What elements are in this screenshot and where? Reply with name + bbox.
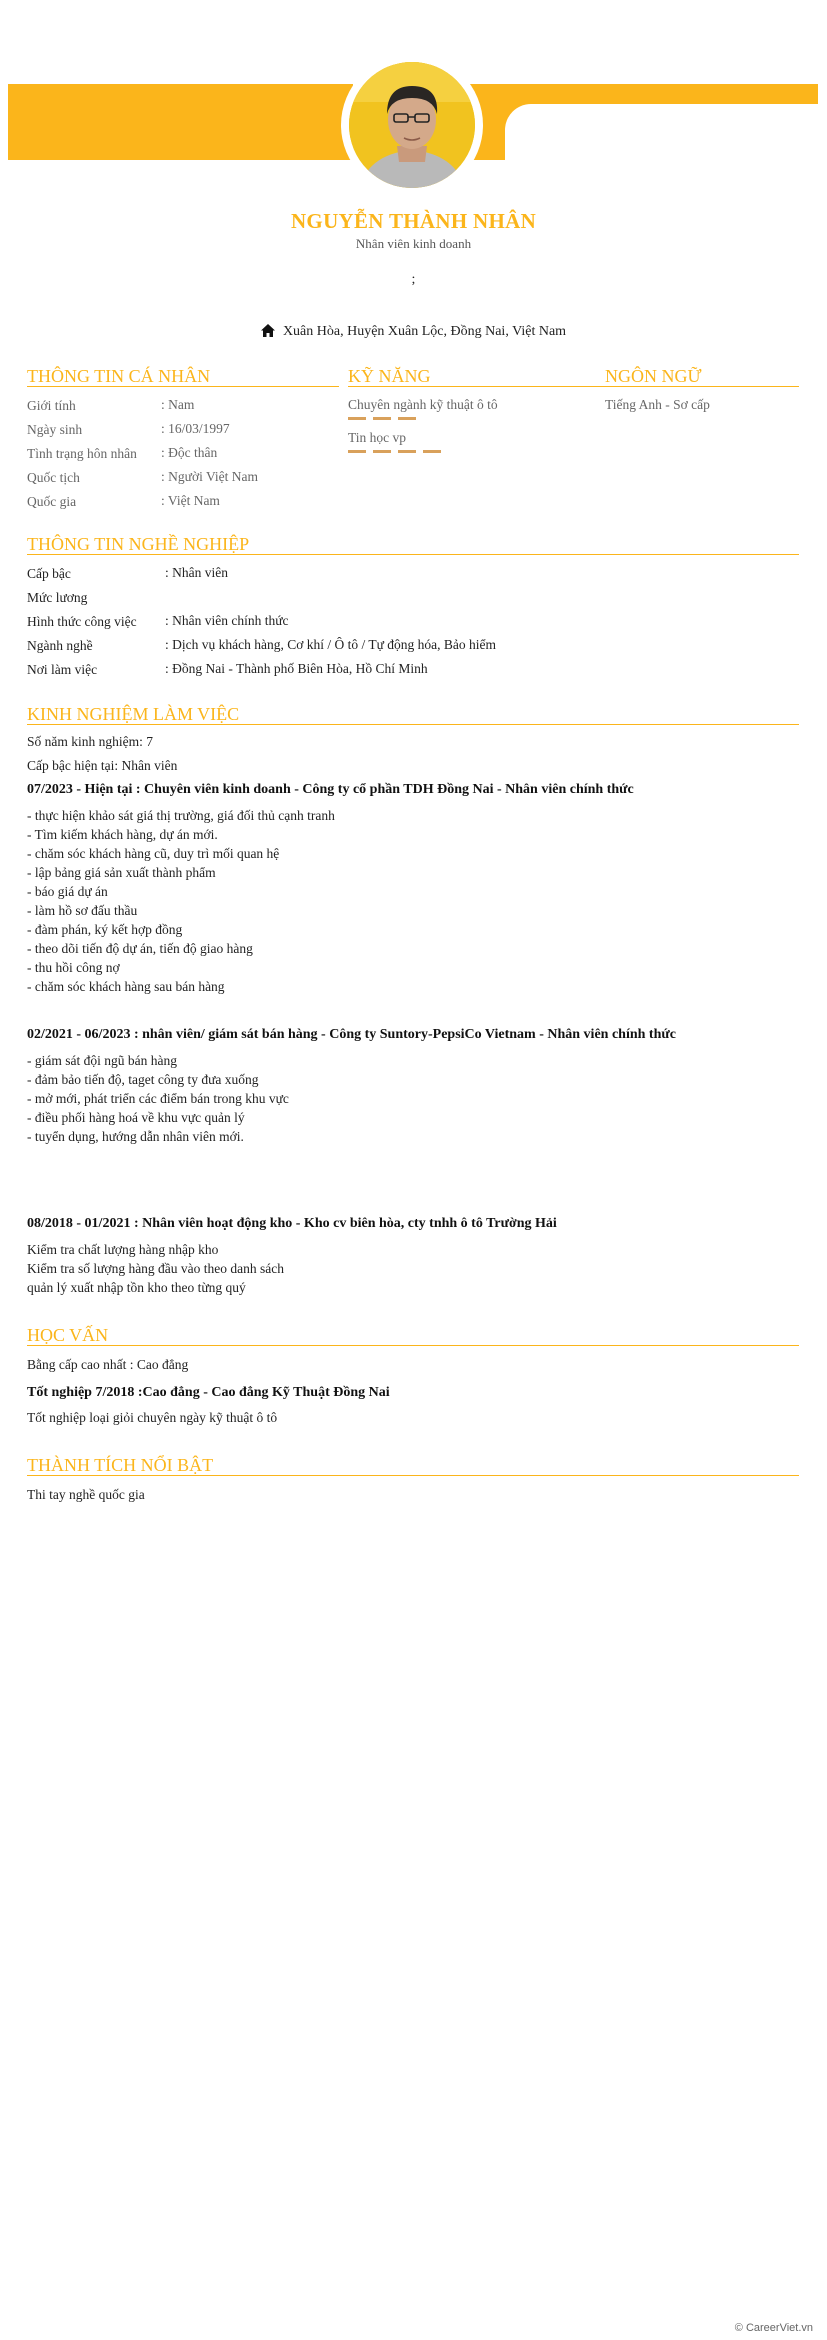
address-line — [0, 324, 827, 340]
job-detail-line: - chăm sóc khách hàng cũ, duy trì mối quan hệ — [27, 846, 280, 861]
header-banner-mask — [505, 104, 825, 164]
career-label: Mức lương — [27, 590, 88, 605]
job-detail-line: - chăm sóc khách hàng sau bán hàng — [27, 979, 225, 994]
skills-list — [348, 397, 598, 453]
career-label: Ngành nghề — [27, 638, 93, 653]
job-details — [27, 1051, 289, 1146]
job-detail-line: - mở mới, phát triển các điểm bán trong khu vực — [27, 1091, 289, 1106]
job-detail-line: - thu hồi công nợ — [27, 960, 120, 975]
career-label: Cấp bậc — [27, 566, 71, 581]
section-title-languages: NGÔN NGỮ — [605, 366, 702, 386]
personal-row — [27, 493, 347, 517]
job-details — [27, 806, 335, 996]
skill-level-bar — [348, 450, 366, 453]
personal-value: : Nam — [161, 397, 195, 412]
personal-label: Giới tính — [27, 398, 76, 413]
career-value: : Đồng Nai - Thành phố Biên Hòa, Hồ Chí Minh — [165, 661, 428, 676]
skill-level-bar — [373, 417, 391, 420]
section-title-education: HỌC VẤN — [27, 1325, 109, 1345]
language-item: Tiếng Anh - Sơ cấp — [605, 397, 710, 412]
address-text: Xuân Hòa, Huyện Xuân Lộc, Đồng Nai, Việt Nam — [282, 324, 567, 339]
section-title-personal: THÔNG TIN CÁ NHÂN — [27, 366, 211, 386]
job-detail-line: - đàm phán, ký kết hợp đồng — [27, 922, 183, 937]
career-value: : Dịch vụ khách hàng, Cơ khí / Ô tô / Tự động hóa, Bảo hiểm — [165, 637, 497, 652]
career-info-list — [27, 565, 787, 685]
footer-brand[interactable]: © CareerViet.vn — [734, 2322, 813, 2334]
section-title-experience: KINH NGHIỆM LÀM VIỆC — [27, 704, 240, 724]
career-label: Nơi làm việc — [27, 662, 98, 677]
skill-level-bar — [423, 450, 441, 453]
candidate-name: NGUYỄN THÀNH NHÂN — [290, 209, 537, 233]
section-divider-career — [27, 554, 799, 555]
section-title-skills: KỸ NĂNG — [348, 366, 431, 386]
education-heading: Tốt nghiệp 7/2018 :Cao đẳng - Cao đẳng Kỹ Thuật Đồng Nai — [27, 1385, 390, 1400]
job-detail-line: - điều phối hàng hoá về khu vực quản lý — [27, 1110, 245, 1125]
personal-row — [27, 421, 347, 445]
personal-label: Tình trạng hôn nhân — [27, 446, 137, 461]
personal-label: Quốc tịch — [27, 470, 80, 485]
candidate-position: Nhân viên kinh doanh — [355, 236, 472, 251]
personal-label: Ngày sinh — [27, 422, 83, 437]
skill-item — [348, 430, 598, 453]
skill-name: Chuyên ngành kỹ thuật ô tô — [348, 397, 498, 412]
skill-item — [348, 397, 598, 420]
job-heading: 02/2021 - 06/2023 : nhân viên/ giám sát bán hàng - Công ty Suntory-PepsiCo Vietnam - Nhân viên chính thức — [27, 1027, 676, 1042]
skill-level — [348, 450, 598, 453]
job-detail-line: - giám sát đội ngũ bán hàng — [27, 1053, 177, 1068]
job-detail-line: - Tìm kiếm khách hàng, dự án mới. — [27, 827, 218, 842]
personal-value: : Người Việt Nam — [161, 469, 259, 484]
contact-separator: ; — [411, 272, 416, 287]
section-divider-achievements — [27, 1475, 799, 1476]
home-icon — [261, 324, 275, 337]
job-detail-line: Kiểm tra số lượng hàng đầu vào theo danh sách — [27, 1261, 285, 1276]
skill-level-bar — [398, 450, 416, 453]
skill-level-bar — [398, 417, 416, 420]
job-detail-line: Kiểm tra chất lượng hàng nhập kho — [27, 1242, 219, 1257]
section-divider-skills — [348, 386, 605, 387]
section-title-achievements: THÀNH TÍCH NỔI BẬT — [27, 1455, 214, 1475]
career-row — [27, 661, 787, 685]
section-title-career: THÔNG TIN NGHỀ NGHIỆP — [27, 534, 250, 554]
job-detail-line: quản lý xuất nhập tồn kho theo từng quý — [27, 1280, 246, 1295]
career-row — [27, 637, 787, 661]
personal-value: : 16/03/1997 — [161, 421, 230, 436]
personal-value: : Việt Nam — [161, 493, 220, 508]
job-detail-line: - báo giá dự án — [27, 884, 108, 899]
section-divider-education — [27, 1345, 799, 1346]
career-label: Hình thức công việc — [27, 614, 137, 629]
job-detail-line: - theo dõi tiến độ dự án, tiến độ giao hàng — [27, 941, 253, 956]
personal-info-list — [27, 397, 347, 517]
personal-label: Quốc gia — [27, 494, 77, 509]
job-heading: 08/2018 - 01/2021 : Nhân viên hoạt động kho - Kho cv biên hòa, cty tnhh ô tô Trường Hải — [27, 1216, 557, 1231]
job-heading: 07/2023 - Hiện tại : Chuyên viên kinh doanh - Công ty cổ phần TDH Đồng Nai - Nhân viên chính thức — [27, 782, 634, 797]
personal-row — [27, 445, 347, 469]
section-divider-experience — [27, 724, 799, 725]
section-divider-languages — [605, 386, 799, 387]
personal-row — [27, 469, 347, 493]
skill-level-bar — [373, 450, 391, 453]
career-row — [27, 589, 787, 613]
skill-level-bar — [348, 417, 366, 420]
job-detail-line: - đảm bảo tiến độ, taget công ty đưa xuống — [27, 1072, 259, 1087]
section-divider-personal — [27, 386, 339, 387]
skill-name: Tin học vp — [348, 430, 407, 445]
experience-current-level: Cấp bậc hiện tại: Nhân viên — [27, 758, 178, 773]
education-detail: Tốt nghiệp loại giỏi chuyên ngày kỹ thuật ô tô — [27, 1410, 278, 1425]
job-detail-line: - làm hồ sơ đấu thầu — [27, 903, 138, 918]
personal-row — [27, 397, 347, 421]
personal-value: : Độc thân — [161, 445, 218, 460]
career-value: : Nhân viên chính thức — [165, 613, 289, 628]
job-detail-line: - lập bảng giá sản xuất thành phẩm — [27, 865, 216, 880]
achievement-text: Thi tay nghề quốc gia — [27, 1487, 145, 1502]
skill-level — [348, 417, 598, 420]
education-highest: Bằng cấp cao nhất : Cao đẳng — [27, 1357, 189, 1372]
career-row — [27, 613, 787, 637]
job-details — [27, 1240, 284, 1297]
career-row — [27, 565, 787, 589]
job-detail-line: - thực hiện khảo sát giá thị trường, giá đối thủ cạnh tranh — [27, 808, 335, 823]
experience-years: Số năm kinh nghiệm: 7 — [27, 734, 153, 749]
career-value: : Nhân viên — [165, 565, 228, 580]
job-detail-line: - tuyển dụng, hướng dẫn nhân viên mới. — [27, 1129, 244, 1144]
avatar — [349, 62, 475, 188]
profile-photo-icon — [349, 62, 475, 188]
header-banner-left — [8, 84, 353, 160]
